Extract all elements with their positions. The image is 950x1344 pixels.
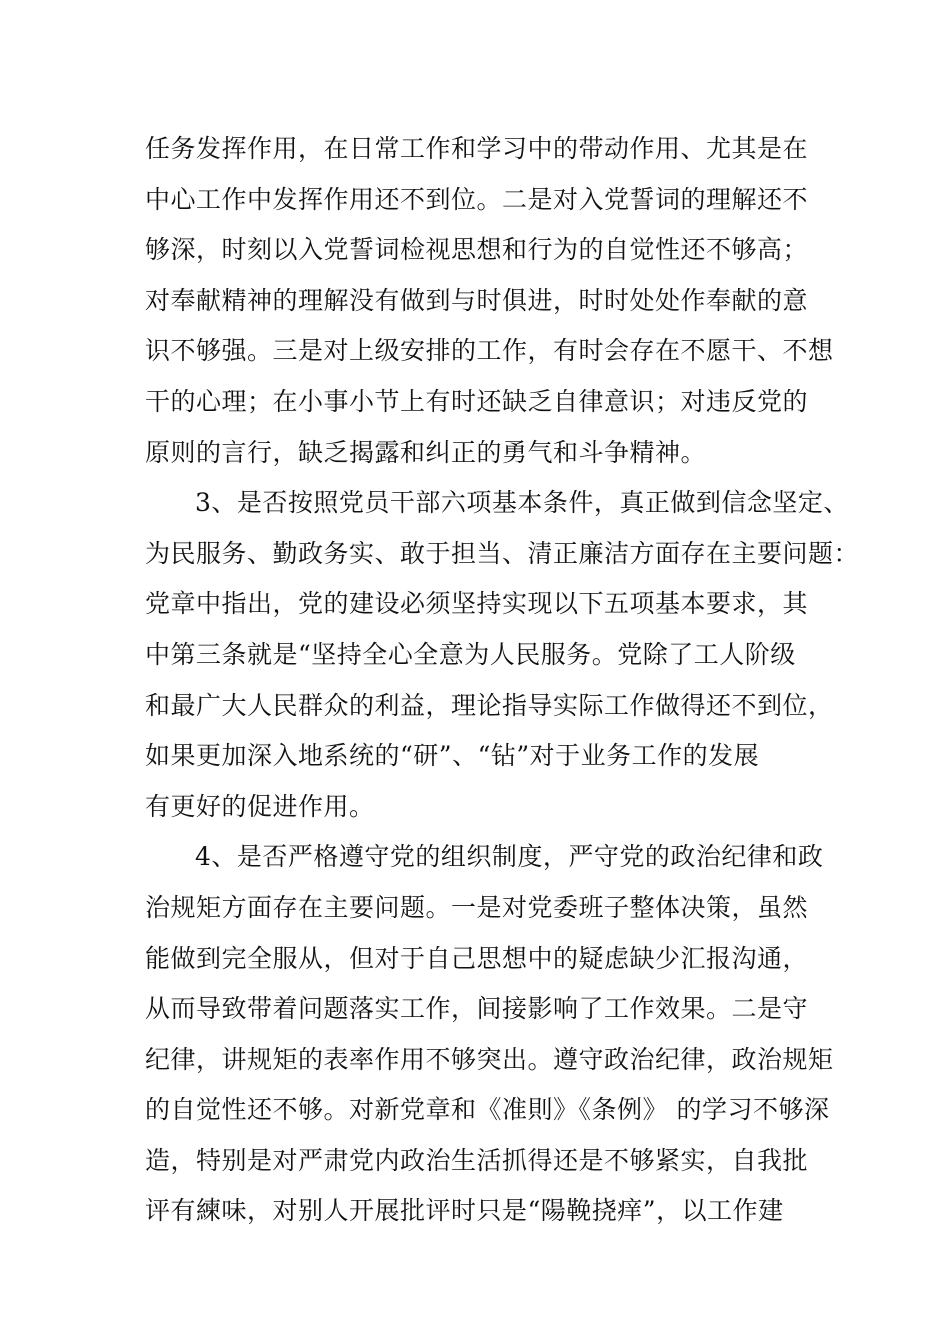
- text-line: 能做到完全服从，但对于自己思想中的疑虑缺少汇报沟通，: [145, 943, 809, 973]
- text-line: 评有練味，对别人开展批评时只是“陽鞔挠痒”，以工作建: [145, 1196, 784, 1226]
- text-line: 干的心理；在小事小节上有时还缺乏自律意识；对违反党的: [145, 386, 809, 416]
- text-line: 识不够强。三是对上级安排的工作，有时会存在不愿干、不想: [145, 336, 834, 366]
- text-line: 中心工作中发挥作用还不到位。二是对入党誓词的理解还不: [145, 184, 809, 214]
- text-line: 够深，时刻以入党誓词检视思想和行为的自觉性还不够高；: [145, 235, 809, 265]
- text-line: 治规矩方面存在主要问题。一是对党委班子整体决策，虽然: [145, 892, 809, 922]
- text-line: 为民服务、勤政务实、敢于担当、清正廉洁方面存在主要问题：: [145, 538, 860, 568]
- text-line: 纪律，讲规矩的表率作用不够突出。遵守政治纪律，政治规矩: [145, 1044, 834, 1074]
- text-line: 党章中指出，党的建设必须坚持实现以下五项基本要求，其: [145, 589, 809, 619]
- text-line: 和最广大人民群众的利益，理论指导实际工作做得还不到位，: [145, 690, 834, 720]
- paragraph-4-first-line: 4、是否严格遵守党的组织制度，严守党的政治纪律和政: [195, 842, 824, 872]
- text-line: 任务发挥作用，在日常工作和学习中的带动作用、尤其是在: [145, 134, 809, 163]
- document-body: [145, 124, 860, 1237]
- text-line: 对奉献精神的理解没有做到与时俱进，时时处处作奉献的意: [145, 285, 809, 315]
- text-line: 有更好的促进作用。: [145, 791, 375, 821]
- text-line: 造，特别是对严肃党内政治生活抓得还是不够紧实，自我批: [145, 1145, 809, 1175]
- text-line: 中第三条就是“坚持全心全意为人民服务。党除了工人阶级: [145, 639, 796, 669]
- text-line: 从而导致带着问题落实工作，间接影响了工作效果。二是守: [145, 994, 809, 1024]
- text-line: 如果更加深入地系统的“研”、“钻”对于业务工作的发展: [145, 741, 760, 771]
- text-line: 原则的言行，缺乏揭露和纠正的勇气和斗争精神。: [145, 437, 707, 467]
- paragraph-3-first-line: 3、是否按照党员干部六项基本条件，真正做到信念坚定、: [195, 488, 849, 518]
- text-line: 的自觉性还不够。对新党章和《准則》《条例》 的学习不够深: [145, 1095, 830, 1125]
